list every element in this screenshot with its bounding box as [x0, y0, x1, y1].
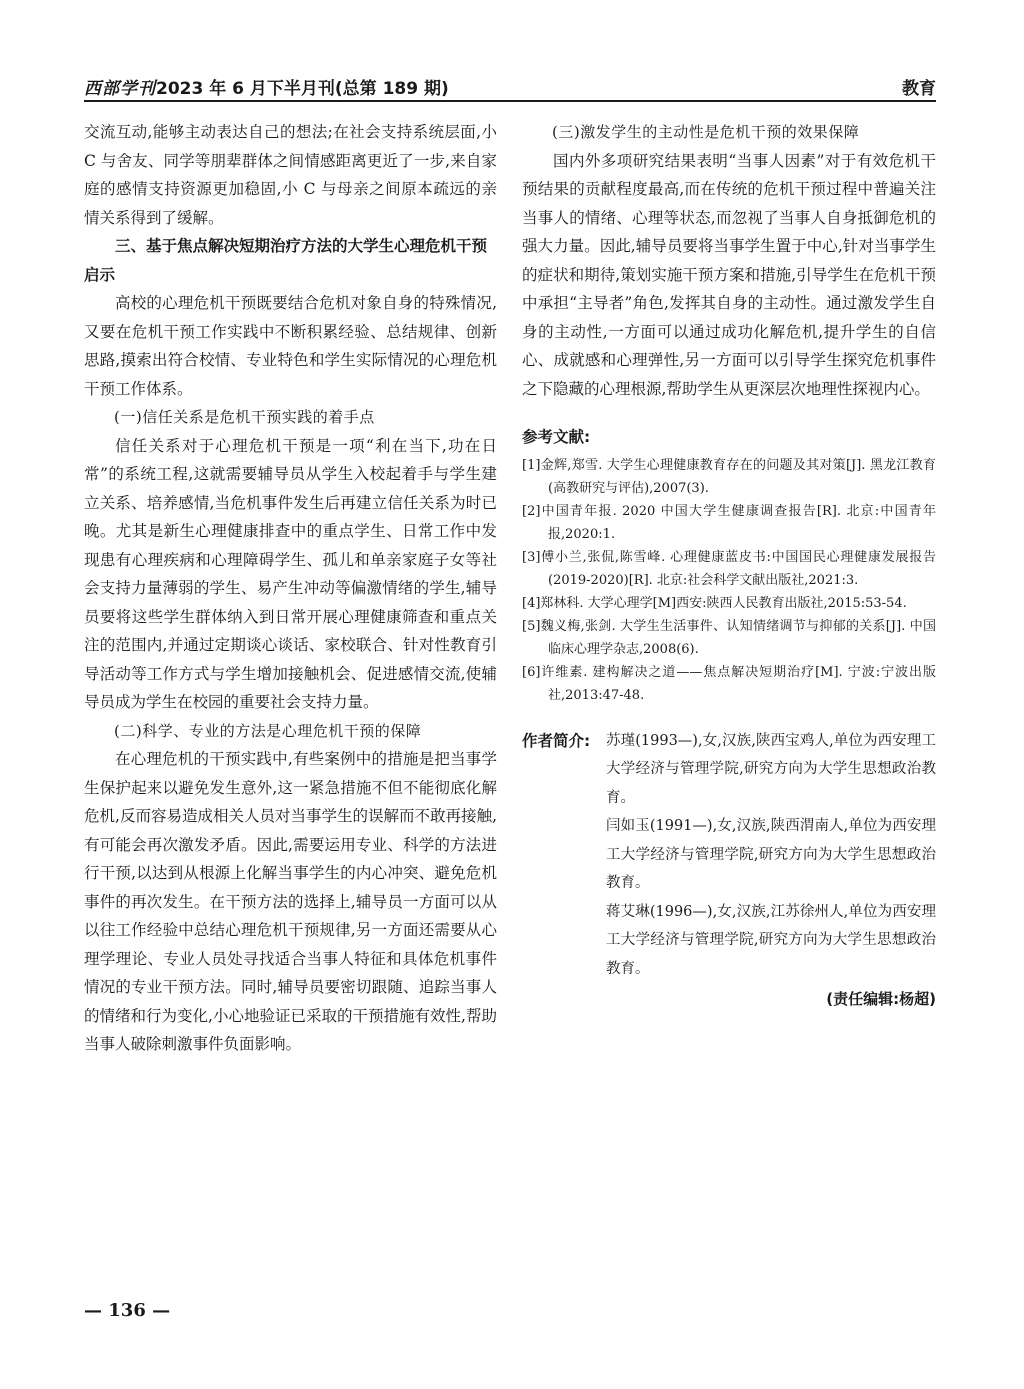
references-list: [522, 454, 936, 707]
author-bio: 苏瑾(1993—),女,汉族,陕西宝鸡人,单位为西安理工大学经济与管理学院,研究方向为大学生思想政治教育。: [606, 732, 936, 806]
paragraph: 信任关系对于心理危机干预是一项“利在当下,功在日常”的系统工程,这就需要辅导员从学生入校起着手与学生建立关系、培养感情,当危机事件发生后再建立信任关系为时已晚。尤其是新生心理健康排查中的重点学生、日常工作中发现患有心理疾病和心理障碍学生、孤儿和单亲家庭子女等社会支持力量薄弱的学生、易产生冲动等偏激情绪的学生,辅导员要将这些学生群体纳入到日常开展心理健康筛查和重点关注的范围内,并通过定期谈心谈话、家校联合、针对性教育引导活动等工作方式与学生增加接触机会、促进感情交流,使辅导员成为学生在校园的重要社会支持力量。: [84, 436, 497, 711]
author-bio: 闫如玉(1991—),女,汉族,陕西渭南人,单位为西安理工大学经济与管理学院,研究方向为大学生思想政治教育。: [606, 818, 936, 891]
section-name: 教育: [902, 79, 936, 99]
author-info: [522, 727, 936, 1014]
right-column: [522, 118, 936, 1014]
reference-item: [1]金辉,郑雪. 大学生心理健康教育存在的问题及其对策[J]. 黑龙江教育(高教研究与评估),2007(3).: [522, 457, 936, 496]
journal-logo: 西部学刊: [84, 79, 156, 99]
subsection-heading-3: (三)激发学生的主动性是危机干预的效果保障: [552, 123, 860, 141]
section-heading-3: 三、基于焦点解决短期治疗方法的大学生心理危机干预启示: [84, 237, 488, 284]
reference-item: [6]许维素. 建构解决之道——焦点解决短期治疗[M]. 宁波:宁波出版社,2013:47-48.: [522, 664, 936, 703]
responsible-editor: (责任编辑:杨超): [826, 990, 936, 1008]
paragraph: 高校的心理危机干预既要结合危机对象自身的特殊情况,又要在危机干预工作实践中不断积累经验、总结规律、创新思路,摸索出符合校情、专业特色和学生实际情况的心理危机干预工作体系。: [84, 294, 497, 398]
paragraph-continued: 交流互动,能够主动表达自己的想法;在社会支持系统层面,小 C 与舍友、同学等朋辈群体之间情感距离更近了一步,来自家庭的感情支持资源更加稳固,小 C 与母亲之间原本疏远的亲情关系得到了缓解。: [84, 123, 497, 227]
references-title: 参考文献:: [522, 428, 591, 446]
reference-item: [2]中国青年报. 2020 中国大学生健康调查报告[R]. 北京:中国青年报,2020:1.: [522, 503, 936, 542]
subsection-heading-2: (二)科学、专业的方法是心理危机干预的保障: [114, 721, 422, 740]
paragraph: 国内外多项研究结果表明“当事人因素”对于有效危机干预结果的贡献程度最高,而在传统的危机干预过程中普遍关注当事人的情绪、心理等状态,而忽视了当事人自身抵御危机的强大力量。因此,辅导员要将当事学生置于中心,针对当事学生的症状和期待,策划实施干预方案和措施,引导学生在危机干预中承担“主导者”角色,发挥其自身的主动性。通过激发学生自身的主动性,一方面可以通过成功化解危机,提升学生的自信心、成就感和心理弹性,另一方面可以引导学生探究危机事件之下隐藏的心理根源,帮助学生从更深层次地理性探视内心。: [522, 151, 936, 398]
author-label: 作者简介:: [522, 731, 591, 750]
paragraph: 在心理危机的干预实践中,有些案例中的措施是把当事学生保护起来以避免发生意外,这一紧急措施不但不能彻底化解危机,反而容易造成相关人员对当事学生的误解而不敢再接触,有可能会再次激发矛盾。因此,需要运用专业、科学的方法进行干预,以达到从根源上化解当事学生的内心冲突、避免危机事件的再次发生。在干预方法的选择上,辅导员一方面可以从以往工作经验中总结心理危机干预规律,另一方面还需要从心理学理论、专业人员处寻找适合当事人特征和具体危机事件情况的专业干预方法。同时,辅导员要密切跟随、追踪当事人的情绪和行为变化,小心地验证已采取的干预措施有效性,帮助当事人破除刺激事件负面影响。: [84, 750, 497, 1053]
running-header: [84, 72, 936, 102]
subsection-heading-1: (一)信任关系是危机干预实践的着手点: [114, 408, 375, 426]
reference-item: [3]傅小兰,张侃,陈雪峰. 心理健康蓝皮书:中国国民心理健康发展报告(2019-2020)[R]. 北京:社会科学文献出版社,2021:3.: [522, 549, 936, 588]
author-bio: 蒋艾琳(1996—),女,汉族,江苏徐州人,单位为西安理工大学经济与管理学院,研究方向为大学生思想政治教育。: [606, 903, 936, 977]
reference-item: [4]郑林科. 大学心理学[M]西安:陕西人民教育出版社,2015:53-54.: [522, 595, 907, 611]
journal-issue: 2023 年 6 月下半月刊(总第 189 期): [156, 79, 449, 99]
journal-header: [84, 74, 449, 99]
left-column: [84, 118, 497, 1059]
page-number: — 136 —: [84, 1300, 171, 1321]
reference-item: [5]魏义梅,张剑. 大学生生活事件、认知情绪调节与抑郁的关系[J]. 中国临床心理学杂志,2008(6).: [522, 618, 936, 657]
